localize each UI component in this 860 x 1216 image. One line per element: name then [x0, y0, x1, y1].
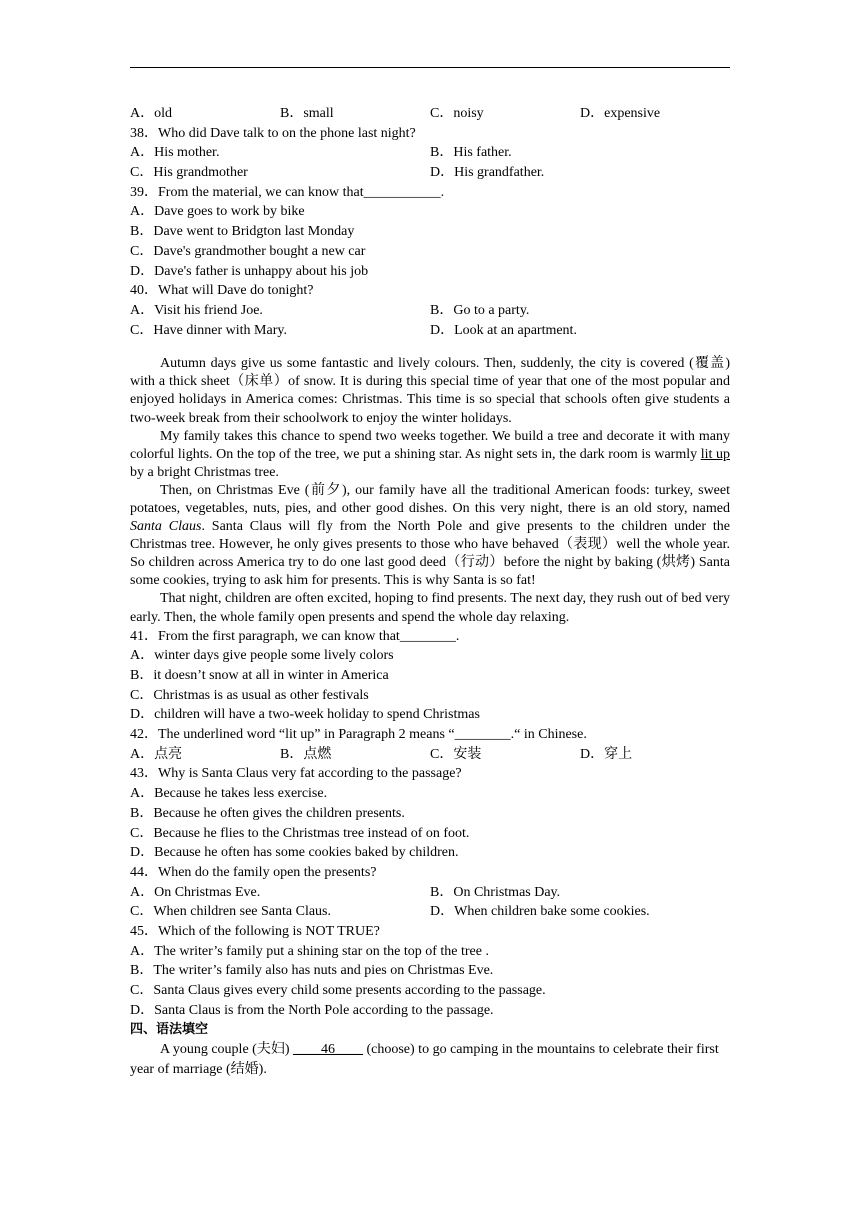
passage-paragraph-2 [130, 428, 730, 482]
option: D．Dave's father is unhappy about his job [130, 263, 369, 279]
option: A．点亮 [130, 746, 183, 762]
option: D．Because he often has some cookies baked by children. [130, 845, 459, 861]
document-body [130, 104, 730, 1079]
question-43: 43．Why is Santa Claus very fat according to the passage? [130, 766, 462, 782]
option: B．Because he often gives the children presents. [130, 805, 405, 821]
option: D．Santa Claus is from the North Pole according to the passage. [130, 1002, 494, 1018]
question-41: 41．From the first paragraph, we can know that________. [130, 628, 460, 644]
question-38: 38．Who did Dave talk to on the phone last night? [130, 125, 416, 141]
q42-options [130, 745, 730, 765]
paragraph-text: Then, on Christmas Eve (前夕), our family have all the traditional American foods: turkey, sweet potatoes, vegetables, nuts, pies, and other good dishes. On this very night, there is an old story, named [130, 482, 730, 516]
option: D．When children bake some cookies. [430, 904, 650, 920]
option: B．点燃 [280, 746, 332, 762]
grammar-fill-paragraph [130, 1040, 730, 1079]
header-rule [130, 67, 730, 68]
q37-options [130, 104, 730, 124]
option: A．Visit his friend Joe. [130, 302, 263, 318]
answer-blank-46[interactable]: ____46____ [292, 1042, 363, 1058]
paragraph-text: A young couple (夫妇) [160, 1042, 293, 1058]
option: C．Dave's grandmother bought a new car [130, 243, 366, 259]
option: C．Christmas is as usual as other festivals [130, 687, 369, 703]
section-title: 四、语法填空 [130, 1022, 209, 1038]
paragraph-text: by a bright Christmas tree. [130, 464, 279, 480]
option: A．Dave goes to work by bike [130, 204, 305, 220]
option: B．small [280, 106, 334, 121]
option: C．His grandmother [130, 165, 248, 181]
option: A．winter days give people some lively colors [130, 648, 394, 664]
question-42: 42．The underlined word “lit up” in Paragraph 2 means “________.“ in Chinese. [130, 727, 587, 743]
question-40: 40．What will Dave do tonight? [130, 283, 314, 299]
underlined-word: lit up [700, 446, 730, 462]
option: D．expensive [580, 106, 661, 121]
option: D．His grandfather. [430, 165, 545, 181]
q40-options-row-2 [130, 321, 730, 341]
option: B．Go to a party. [430, 302, 530, 318]
paragraph-text: My family takes this chance to spend two weeks together. We build a tree and decorate it with many colorful lights. On the top of the tree, we put a shining star. As night sets in, the dark room is warmly [130, 428, 730, 462]
paragraph-text: . Santa Claus will fly from the North Pole and give presents to the children under the Christmas tree. However, he only gives presents to those who have behaved（表现）well the whole year. So children across America try to do one last good deed（行动）before the night by baking (烘烤) Santa some cookies, trying to ask him for presents. This is why Santa is so fat! [130, 519, 730, 589]
option: A．Because he takes less exercise. [130, 786, 328, 802]
q44-options-row-2 [130, 902, 730, 922]
option: B．The writer’s family also has nuts and pies on Christmas Eve. [130, 963, 494, 979]
option: C．When children see Santa Claus. [130, 904, 332, 920]
option: B．On Christmas Day. [430, 884, 561, 900]
option: D．Look at an apartment. [430, 322, 577, 338]
option: C．noisy [430, 106, 484, 121]
option: C．安装 [430, 746, 482, 762]
passage-paragraph-3 [130, 482, 730, 591]
passage-paragraph-1: Autumn days give us some fantastic and lively colours. Then, suddenly, the city is covered (覆盖) with a thick sheet（床单）of snow. It is during this special time of year that one of the most popular and enjoyed holidays in America comes: Christmas. This time is so special that schools often give students a two-week break from their schoolwork to enjoy the winter holidays. [130, 356, 730, 426]
option: C．Because he flies to the Christmas tree instead of on foot. [130, 825, 470, 841]
q38-options-row-2 [130, 163, 730, 183]
italic-title: Santa Claus [130, 519, 202, 535]
question-45: 45．Which of the following is NOT TRUE? [130, 923, 380, 939]
q44-options-row-1 [130, 883, 730, 903]
option: D．穿上 [580, 746, 633, 762]
q38-options-row-1 [130, 143, 730, 163]
option: D．children will have a two-week holiday to spend Christmas [130, 707, 480, 723]
q40-options-row-1 [130, 301, 730, 321]
option: C．Santa Claus gives every child some presents according to the passage. [130, 983, 546, 999]
passage-paragraph-4: That night, children are often excited, hoping to find presents. The next day, they rush out of bed very early. Then, the whole family open presents and spend the whole day relaxing. [130, 591, 730, 625]
option: B．His father. [430, 145, 512, 161]
question-44: 44．When do the family open the presents? [130, 864, 377, 880]
question-39: 39．From the material, we can know that___________. [130, 184, 445, 200]
option: A．His mother. [130, 145, 220, 161]
option: B．Dave went to Bridgton last Monday [130, 224, 355, 240]
option: B．it doesn’t snow at all in winter in America [130, 668, 389, 684]
option: C．Have dinner with Mary. [130, 322, 287, 338]
option: A．The writer’s family put a shining star on the top of the tree . [130, 943, 489, 959]
option: A．old [130, 106, 172, 121]
paragraph-text: (choose) to go camping in the mountains to celebrate their first year of marriage (结婚). [130, 1042, 719, 1077]
reading-passage [130, 355, 730, 626]
option: A．On Christmas Eve. [130, 884, 261, 900]
